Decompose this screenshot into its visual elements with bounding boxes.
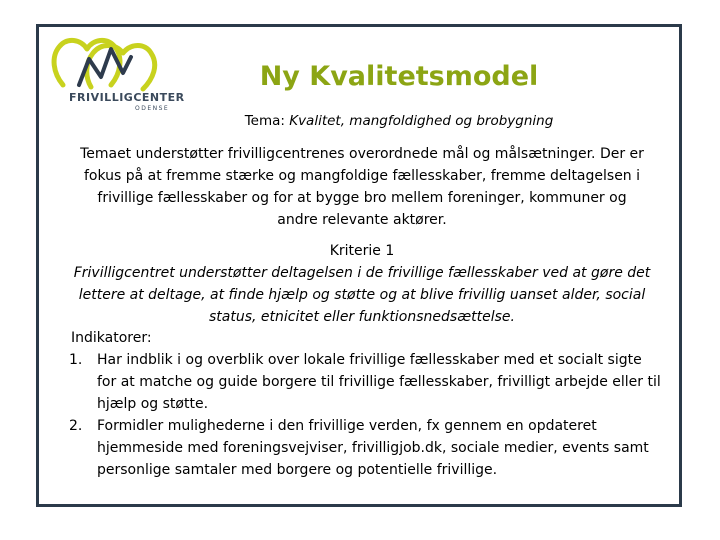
indikator-item bbox=[63, 349, 663, 415]
slide-title: Ny Kvalitetsmodel bbox=[259, 61, 539, 92]
indikator-number: 1. bbox=[69, 352, 83, 368]
tema-label: Tema: bbox=[244, 113, 285, 129]
kriterie-title: Kriterie 1 bbox=[329, 243, 395, 259]
indikator-text: Har indblik i og overblik over lokale frivillige fællesskaber med et socialt sigte for at matche og guide borgere til frivillige fællesskaber, frivilligt arbejde eller til hjælp og støtte. bbox=[97, 352, 661, 412]
tema-value: Kvalitet, mangfoldighed og brobygning bbox=[289, 113, 554, 129]
intro-paragraph: Temaet understøtter frivilligcentrenes overordnede mål og målsætninger. Der er fokus på at fremme stærke og mangfoldige fællesskaber, fremme deltagelsen i frivillige fællesskaber og for at bygge bro mellem foreninger, kommuner og andre relevante aktører. bbox=[80, 146, 644, 228]
indikator-number: 2. bbox=[69, 418, 83, 434]
heart-logo-icon bbox=[49, 33, 174, 95]
indikator-text: Formidler mulighederne i den frivillige verden, fx gennem en opdateret hjemmeside med foreningsvejviser, frivilligjob.dk, sociale medier, events samt personlige samtaler med borgere og potentielle frivillige. bbox=[97, 418, 649, 478]
logo-subtitle: ODENSE bbox=[135, 105, 170, 112]
tema-line bbox=[179, 113, 619, 129]
indikator-list bbox=[63, 349, 663, 481]
indikator-item bbox=[63, 415, 663, 481]
indikatorer-title: Indikatorer: bbox=[71, 330, 152, 346]
frivilligcenter-logo bbox=[49, 33, 185, 115]
logo-name: FRIVILLIGCENTER bbox=[69, 91, 185, 104]
kriterie-text: Frivilligcentret understøtter deltagelsen i de frivillige fællesskaber ved at gøre det lettere at deltage, at finde hjælp og støtte og at blive frivillig uanset alder, social status, etnicitet eller funktionsnedsættelse. bbox=[73, 265, 651, 325]
slide-frame bbox=[36, 24, 682, 507]
